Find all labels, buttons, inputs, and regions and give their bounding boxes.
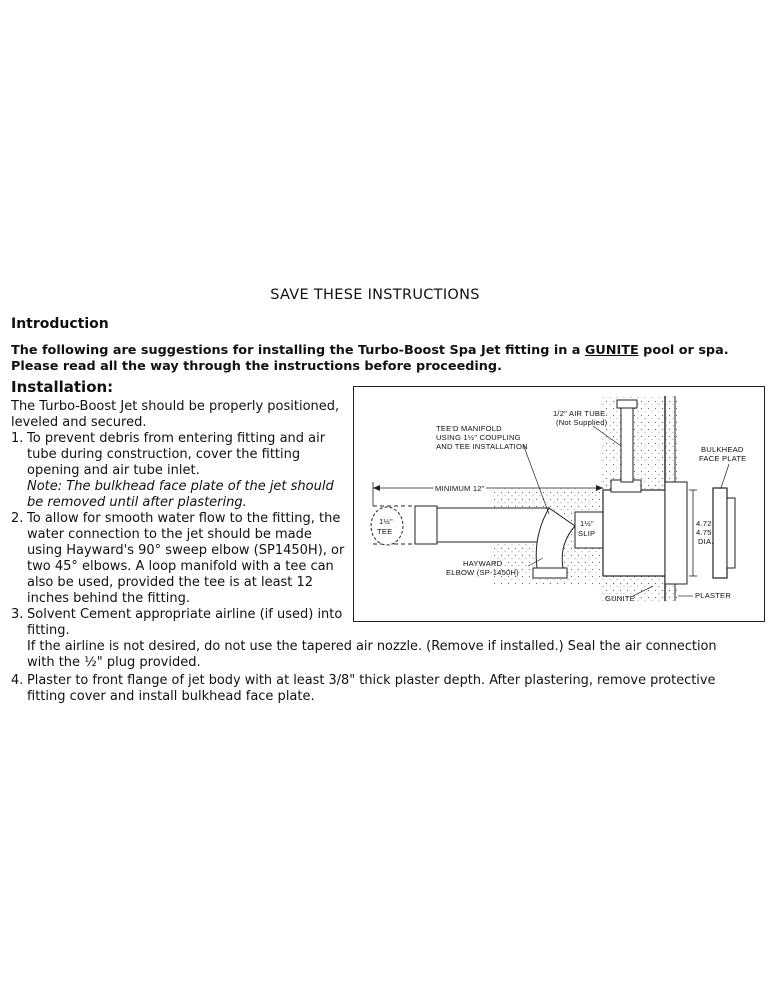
step-number: 2.: [11, 511, 24, 526]
installation-heading: Installation:: [11, 378, 114, 396]
install-line: Solvent Cement appropriate airline (if used) into: [27, 607, 343, 622]
install-line: Plaster to front flange of jet body with at least 3/8" thick plaster depth. After plastering, remove protective: [27, 673, 716, 688]
bulkhead-face-plate: [713, 488, 727, 578]
label-slip: SLIP: [578, 529, 596, 538]
intro-text-after: pool or spa. Please read all the way through the instructions before proceeding.: [11, 343, 729, 374]
label-manifold-coupling: USING 1½" COUPLING: [436, 433, 521, 442]
step-number: 1.: [11, 431, 24, 446]
label-plaster: PLASTER: [695, 591, 732, 600]
install-line: If the airline is not desired, do not use the tapered air nozzle. (Remove if installed.) Seal the air connection: [27, 639, 717, 654]
pipe: [437, 508, 549, 542]
step-number: 3.: [11, 607, 24, 622]
label-slip-size: 1½": [580, 519, 594, 528]
install-line: fitting cover and install bulkhead face plate.: [27, 689, 315, 704]
install-line: tube during construction, cover the fitting: [27, 447, 301, 462]
label-tee-size: 1½": [379, 517, 393, 526]
install-line: two 45° elbows. A loop manifold with a tee can: [27, 559, 334, 574]
step-4: [11, 673, 715, 688]
label-air-tube: 1/2" AIR TUBE: [553, 409, 606, 418]
label-elbow: ELBOW (SP-1450H): [446, 568, 519, 577]
label-dia: DIA.: [698, 537, 714, 546]
pipe-coupling: [415, 506, 437, 544]
introduction-text: [11, 343, 771, 375]
label-minimum: MINIMUM 12": [435, 484, 485, 493]
label-gunite: GUNITE: [605, 594, 635, 603]
install-line: opening and air tube inlet.: [27, 463, 200, 478]
step-3: [11, 607, 342, 622]
install-line: The Turbo-Boost Jet should be properly positioned,: [11, 399, 340, 414]
install-line: using Hayward's 90° sweep elbow (SP1450H), or: [27, 543, 345, 558]
install-line: also be used, provided the tee is at least 12: [27, 575, 314, 590]
jet-body: [603, 490, 665, 576]
label-tee: TEE: [377, 527, 393, 536]
jet-flange: [665, 482, 687, 584]
label-manifold: TEE'D MANIFOLD: [436, 424, 502, 433]
air-tube: [621, 402, 633, 482]
intro-gunite-underlined: GUNITE: [584, 343, 639, 358]
install-line: inches behind the fitting.: [27, 591, 190, 606]
label-manifold-tee: AND TEE INSTALLATION: [436, 442, 528, 451]
install-note: Note: The bulkhead face plate of the jet should: [27, 479, 334, 494]
label-hayward: HAYWARD: [463, 559, 503, 568]
step-number: 4.: [11, 673, 24, 688]
label-not-supplied: (Not Supplied): [556, 418, 608, 427]
install-line: with the ½" plug provided.: [27, 655, 201, 670]
step-2: [11, 511, 340, 526]
introduction-heading: Introduction: [11, 316, 109, 332]
install-line: To allow for smooth water flow to the fitting, the: [27, 511, 341, 526]
label-face-plate: FACE PLATE: [699, 454, 747, 463]
install-line: leveled and secured.: [11, 415, 147, 430]
page-title: SAVE THESE INSTRUCTIONS: [270, 287, 480, 303]
install-line: water connection to the jet should be made: [27, 527, 312, 542]
tee-circle: [371, 507, 403, 545]
label-dia-475: 4.75: [696, 528, 712, 537]
intro-text-before: The following are suggestions for installing the Turbo-Boost Spa Jet fitting in a: [11, 343, 585, 358]
label-dia-472: 4.72: [696, 519, 712, 528]
install-note: be removed until after plastering.: [27, 495, 247, 510]
step-1: [11, 431, 325, 446]
install-line: To prevent debris from entering fitting and air: [27, 431, 326, 446]
label-bulkhead: BULKHEAD: [701, 445, 744, 454]
install-line: fitting.: [27, 623, 70, 638]
installation-diagram: [353, 386, 765, 622]
